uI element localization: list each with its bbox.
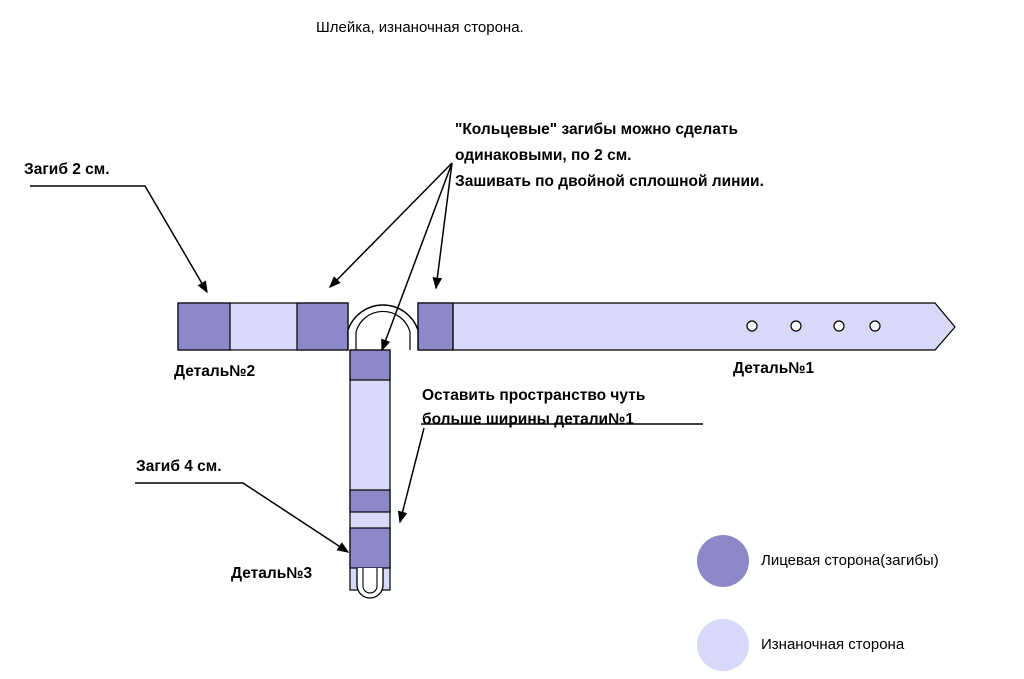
leader-fold2 [30, 186, 207, 292]
annotation-rings-line1: "Кольцевые" загибы можно сделать [455, 121, 738, 138]
belt-hole [834, 321, 844, 331]
label-part1: Деталь№1 [733, 360, 815, 377]
belt-hole [791, 321, 801, 331]
annotation-space-line1: Оставить пространство чуть [422, 387, 646, 404]
part2-fold-right [297, 303, 348, 350]
leader-space-note [400, 428, 424, 522]
annotation-space-line2: больше ширины детали№1 [422, 411, 634, 428]
leader-ring-left [330, 163, 452, 287]
part3-fold-mid [350, 490, 390, 512]
annotation-rings-line3: Зашивать по двойной сплошной линии. [455, 173, 764, 190]
label-part3: Деталь№3 [231, 565, 313, 582]
belt-hole [870, 321, 880, 331]
part1-fold-segment [418, 303, 453, 350]
label-part2: Деталь№2 [174, 363, 256, 380]
leader-ring-right [436, 163, 452, 288]
annotation-rings-line2: одинаковыми, по 2 см. [455, 147, 632, 164]
diagram-title: Шлейка, изнаночная сторона. [316, 19, 524, 36]
legend-swatch-back [697, 619, 749, 671]
part2-fold-left [178, 303, 230, 350]
part3-fold-bottom [350, 528, 390, 568]
belt-hole [747, 321, 757, 331]
part3-fold-top [350, 350, 390, 380]
legend-label-face: Лицевая сторона(загибы) [761, 552, 939, 569]
annotation-fold4: Загиб 4 см. [136, 458, 222, 475]
annotation-fold2: Загиб 2 см. [24, 161, 110, 178]
legend-label-back: Изнаночная сторона [761, 636, 905, 653]
leader-fold4 [135, 483, 348, 552]
legend-swatch-face [697, 535, 749, 587]
